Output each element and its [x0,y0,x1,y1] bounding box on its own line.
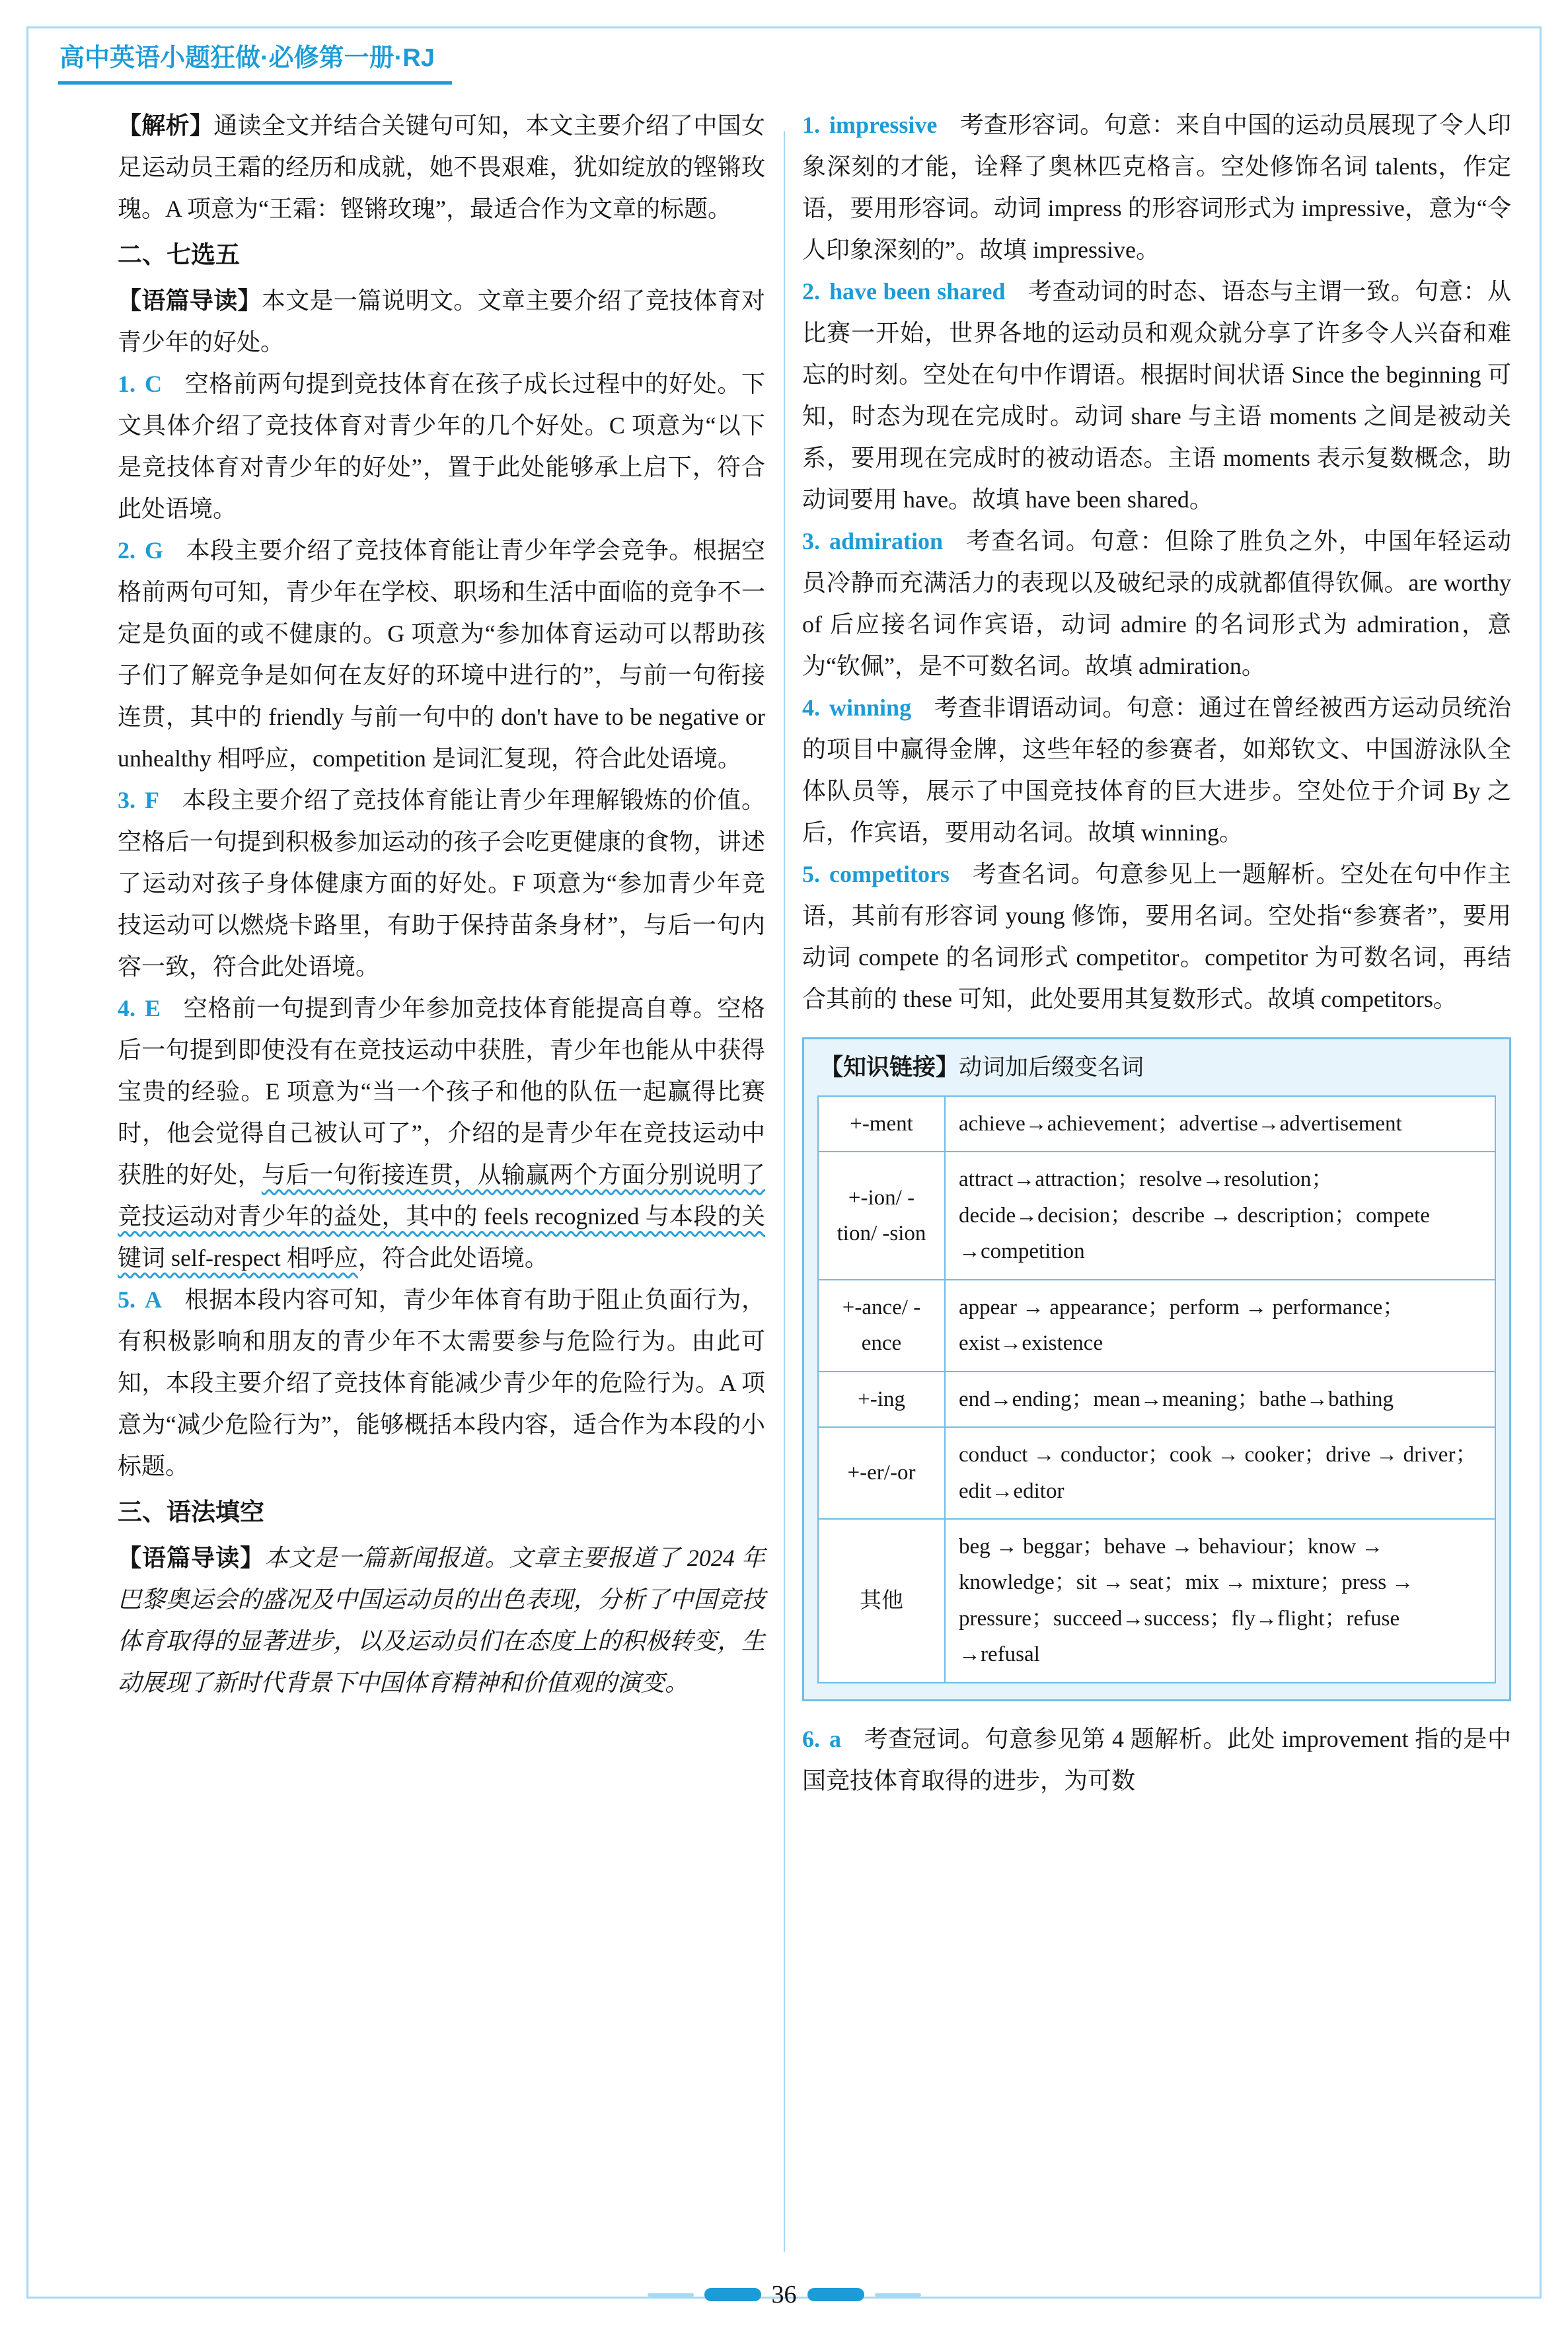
analysis-text: 通读全文并结合关键句可知，本文主要介绍了中国女足运动员王霜的经历和成就，她不畏艰难，犹如绽放的铿锵玫瑰。A 项意为“王霜：铿锵玫瑰”，最适合作为文章的标题。 [118,112,765,222]
suffix-cell: 其他 [818,1519,945,1683]
examples-cell: achieve→achievement；advertise→advertisement [945,1096,1495,1152]
answer-number: 4. [802,694,820,721]
answer-number: 5. [118,1286,135,1313]
knowledge-box-title [820,1051,1496,1084]
page-header [58,37,452,85]
suffix-cell: +-ing [818,1372,945,1427]
page-number: 36 [771,2281,797,2308]
answer-letter: F [145,786,159,813]
answer-word: have been shared [829,278,1006,305]
footer-bar-right [807,2288,864,2301]
answer-explanation: 考查名词。句意参见上一题解析。空处在句中作主语，其前有形容词 young 修饰，要用名词。空处指“参赛者”，要用动词 compete 的名词形式 competitor。competitor 为可数名词，再结合其前的 these 可知，此处要用其复数形式。故填 competitors。 [802,861,1511,1012]
guide2-text: 本文是一篇新闻报道。文章主要报道了 2024 年巴黎奥运会的盛况及中国运动员的出色表现，分析了中国竞技体育取得的显著进步，以及运动员们在态度上的积极转变，生动展现了新时代背景下中国体育精神和价值观的演变。 [118,1544,765,1696]
answer-word: admiration [829,528,944,554]
grammar-item-5 [802,854,1511,1020]
section-heading-grammar: 三、语法填空 [118,1498,264,1526]
answer-number: 5. [802,861,820,887]
guide1-text: 本文是一篇说明文。文章主要介绍了竞技体育对青少年的好处。 [118,287,765,355]
grammar-item-2 [802,271,1511,521]
answer-number: 3. [118,786,135,813]
guide2-label: 【语篇导读】 [118,1543,265,1571]
answer-letter: A [145,1286,162,1313]
answer-number: 6. [802,1725,820,1752]
answer-explanation: 考查非谓语动词。句意：通过在曾经被西方运动员统治的项目中赢得金牌，这些年轻的参赛者，如郑钦文、中国游泳队全体队员等，展示了中国竞技体育的巨大进步。空处位于介词 By 之后，作宾语，要用动名词。故填 winning。 [802,694,1511,846]
left-column [118,104,765,2252]
answer-item-4 [118,988,765,1279]
suffix-cell: +-ance/ -ence [818,1280,945,1372]
table-row [818,1280,1495,1372]
column-divider [784,131,785,2252]
guide2-paragraph [118,1537,765,1704]
answer-number: 1. [118,370,135,397]
book-title: 高中英语小题狂做·必修第一册·RJ [59,44,435,72]
suffix-cell: +-ion/ -tion/ -sion [818,1152,945,1279]
examples-cell: attract→attraction；resolve→resolution；decide→decision；describe → description；compete →competition [945,1152,1495,1279]
table-row [818,1096,1495,1152]
suffix-cell: +-er/-or [818,1427,945,1519]
answer-number: 2. [802,278,820,305]
answer-word: competitors [829,861,950,887]
footer-bar-left [704,2288,761,2301]
page-footer [0,2280,1568,2309]
answer-word: impressive [829,112,938,138]
table-row [818,1372,1495,1427]
answer-number: 2. [118,536,135,564]
answer-number: 3. [802,528,820,554]
section-heading-cloze: 二、七选五 [118,241,240,268]
answer-letter: G [145,536,164,564]
answer-item-3 [118,780,765,988]
grammar-item-6 [802,1718,1511,1802]
answer-number: 1. [802,112,820,138]
answer-explanation: 空格前两句提到竞技体育在孩子成长过程中的好处。下文具体介绍了竞技体育对青少年的几个好处。C 项意为“以下是竞技体育对青少年的好处”，置于此处能够承上启下，符合此处语境。 [118,370,765,522]
suffix-cell: +-ment [818,1096,945,1152]
knowledge-box-subject: 动词加后缀变名词 [959,1054,1144,1080]
answer-letter: E [145,994,161,1021]
guide1-paragraph [118,279,765,363]
knowledge-link-box [802,1037,1511,1701]
answer-item-2 [118,530,765,780]
answer-explanation: ，符合此处语境。 [357,1244,548,1271]
answer-word: winning [829,694,912,721]
answer-explanation: 考查形容词。句意：来自中国的运动员展现了令人印象深刻的才能，诠释了奥林匹克格言。空处修饰名词 talents，作定语，要用形容词。动词 impress 的形容词形式为 impressive，意为“令人印象深刻的”。故填 impressive。 [802,112,1511,263]
guide1-label: 【语篇导读】 [118,286,262,314]
knowledge-link-label: 【知识链接】 [820,1054,959,1080]
answer-explanation: 本段主要介绍了竞技体育能让青少年学会竞争。根据空格前两句可知，青少年在学校、职场和生活中面临的竞争不一定是负面的或不健康的。G 项意为“参加体育运动可以帮助孩子们了解竞争是如何在友好的环境中进行的”，与前一句衔接连贯，其中的 friendly 与前一句中的 don't have to be negative or unhealthy 相呼应，competition 是词汇复现，符合此处语境。 [118,536,765,772]
table-row [818,1152,1495,1279]
answer-letter: C [145,370,162,397]
answer-item-1 [118,363,765,530]
analysis-paragraph [118,104,765,230]
answer-word: a [829,1725,841,1752]
grammar-item-4 [802,687,1511,854]
examples-cell: end→ending；mean→meaning；bathe→bathing [945,1372,1495,1427]
examples-cell: conduct → conductor；cook → cooker；drive → driver；edit→editor [945,1427,1495,1519]
examples-cell: appear → appearance；perform → performance；exist→existence [945,1280,1495,1372]
footer-line-right [875,2293,921,2297]
grammar-item-1 [802,104,1511,271]
page-content [118,104,1511,2252]
answer-explanation: 根据本段内容可知，青少年体育有助于阻止负面行为，有积极影响和朋友的青少年不太需要参与危险行为。由此可知，本段主要介绍了竞技体育能减少青少年的危险行为。A 项意为“减少危险行为”，能够概括本段内容，适合作为本段的小标题。 [118,1286,765,1479]
answer-explanation: 本段主要介绍了竞技体育能让青少年理解锻炼的价值。空格后一句提到积极参加运动的孩子会吃更健康的食物，讲述了运动对孩子身体健康方面的好处。F 项意为“参加青少年竞技运动可以燃烧卡路里，有助于保持苗条身材”，与后一句内容一致，符合此处语境。 [118,786,765,980]
grammar-item-3 [802,521,1511,687]
right-column [802,104,1511,2252]
table-row [818,1427,1495,1519]
analysis-label: 【解析】 [118,112,214,139]
footer-line-left [648,2293,694,2297]
answer-explanation: 考查动词的时态、语态与主谓一致。句意：从比赛一开始，世界各地的运动员和观众就分享了许多令人兴奋和难忘的时刻。空处在句中作谓语。根据时间状语 Since the beginning 可知，时态为现在完成时。动词 share 与主语 moments 之间是被动关系，要用现在完成时的被动语态。主语 moments 表示复数概念，助动词要用 have。故填 have been shared。 [802,278,1511,513]
answer-explanation-key-point: 与后一句衔接连贯，从输赢两个方面分别说明了竞技运动对青少年的益处，其中的 feels recognized 与本段的关键词 self-respect 相呼应 [118,1161,765,1271]
suffix-table [817,1095,1496,1683]
answer-number: 4. [118,994,135,1021]
answer-explanation: 空格前一句提到青少年参加竞技体育能提高自尊。空格后一句提到即使没有在竞技运动中获胜，青少年也能从中获得宝贵的经验。E 项意为“当一个孩子和他的队伍一起赢得比赛时，他会觉得自己被认可了”，介绍的是青少年在竞技运动中获胜的好处， [118,994,765,1188]
table-row [818,1519,1495,1683]
answer-item-5 [118,1279,765,1487]
answer-explanation: 考查名词。句意：但除了胜负之外，中国年轻运动员冷静而充满活力的表现以及破纪录的成就都值得钦佩。are worthy of 后应接名词作宾语，动词 admire 的名词形式为 admiration，意为“钦佩”，是不可数名词。故填 admiration。 [802,528,1511,679]
answer-explanation: 考查冠词。句意参见第 4 题解析。此处 improvement 指的是中国竞技体育取得的进步，为可数 [802,1725,1511,1794]
examples-cell: beg → beggar；behave → behaviour；know → knowledge；sit → seat；mix → mixture；press → pressure；succeed→success；fly→flight；refuse →refusal [945,1519,1495,1683]
